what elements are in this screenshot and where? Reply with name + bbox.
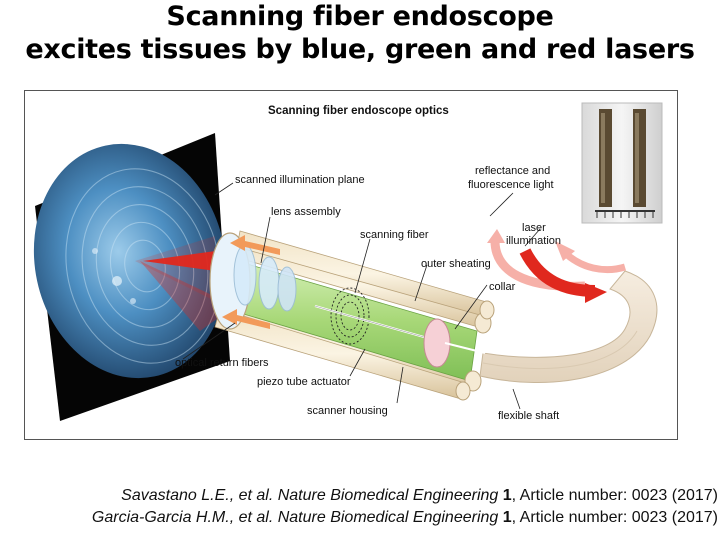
endoscope-body (210, 231, 494, 400)
citation-1-volume: 1 (502, 487, 512, 504)
citation-2-journal: Nature Biomedical Engineering (277, 509, 499, 526)
citation-2-rest: , Article number: 0023 (2017) (511, 509, 718, 526)
label-collar: collar (489, 281, 516, 293)
label-optical-return-fibers: optical return fibers (175, 357, 269, 369)
citation-1-authors: Savastano L.E., et al. (121, 487, 274, 504)
endoscope-optics-figure (24, 90, 678, 440)
citation-1 (121, 487, 718, 505)
label-outer-sheathing: outer sheating (421, 258, 491, 270)
citation-2-volume: 1 (502, 509, 512, 526)
label-piezo-tube-actuator: piezo tube actuator (257, 376, 351, 388)
label-scanning-fiber: scanning fiber (360, 229, 429, 241)
label-scanner-housing: scanner housing (307, 405, 388, 417)
citation-2-authors: Garcia-Garcia H.M., et al. (91, 509, 274, 526)
slide-title-line-2: excites tissues by blue, green and red lasers (25, 34, 695, 65)
citation-1-journal: Nature Biomedical Engineering (277, 487, 499, 504)
label-reflectance-line-1: reflectance and (475, 165, 551, 177)
label-laser-line-2: illumination (506, 235, 562, 247)
citation-2 (92, 509, 718, 527)
fiber-photo-inset (582, 103, 662, 223)
figure-heading: Scanning fiber endoscope optics (268, 105, 449, 117)
label-reflectance-line-2: fluorescence light (468, 179, 554, 191)
label-lens-assembly: lens assembly (271, 206, 341, 218)
label-laser-line-1: laser (522, 222, 546, 234)
label-scanned-illumination-plane: scanned illumination plane (235, 174, 365, 186)
label-flexible-shaft: flexible shaft (498, 410, 560, 422)
slide-title-line-1: Scanning fiber endoscope (166, 1, 554, 32)
citation-1-rest: , Article number: 0023 (2017) (511, 487, 718, 504)
